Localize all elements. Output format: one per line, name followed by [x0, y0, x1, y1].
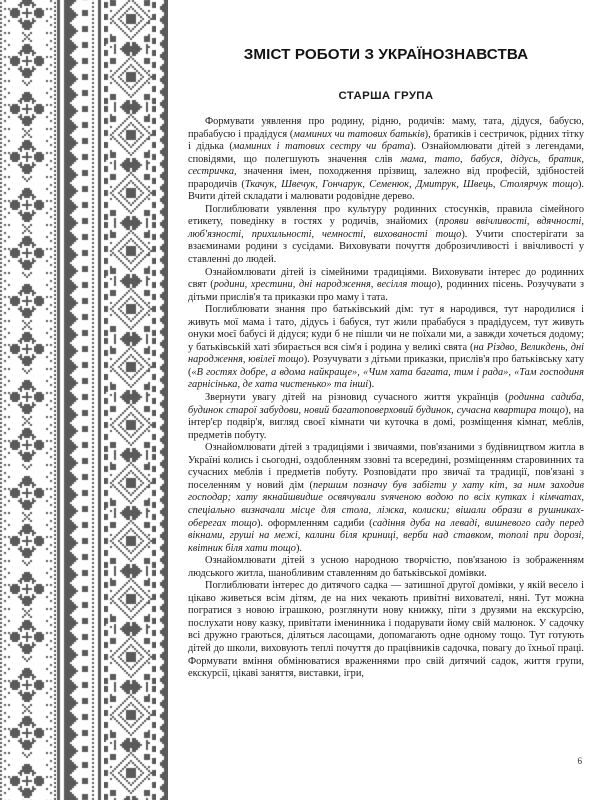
- page-title: ЗМІСТ РОБОТИ З УКРАЇНОЗНАВСТВА: [243, 46, 529, 63]
- paragraph: Ознайомлювати дітей з традиціями і звичаями, пов'язаними з будівництвом житла в Україні колись і сьогодні, оздобленням ззовні та всередині, розміщенням старовинних та сучасних меблів і предметів побуту. Розповідати про звичаї та традиції, пов'язані з поселенням у новий дім (першим позначу був забігти у хату кіт, за ним заходив господар; хату якнайшвидше освячували svяченою водою по всіх кутках і кімчатах, спеціально визначали місце для стола, ліжка, колиски; вішали образи в рушниках-оберегах тощо). оформленням садиби (садіння дуба на леваді, вишневого саду перед вікнами, груші на межі, калини біля криниці, верби над ставком, тополі при дорозі, квітник біля хати тощо).: [188, 442, 584, 554]
- rhombus-star-band: [104, 0, 156, 800]
- floral-cross-band: [0, 0, 56, 800]
- paragraph: Формувати уявлення про родину, рідню, родичів: маму, тата, дідуся, бабусю, прабабусю і прадідуся (маминих чи татових батьків), братиків і сестричок, рідних тітку і дідька (маминих і татових сестру чи брата). Ознайомлювати дітей з легендами, сповідями, що полегшують значення слів мама, тато, бабуся, дідусь, братик, сестричка, значення імен, походження прізвищ, залежно від професій, здібностей прародичів (Ткачук, Швечук, Гончарук, Семенюк, Дмитрук, Швець, Столярчук тощо). Вчити дітей складати і малювати родовідне дерево.: [188, 116, 584, 203]
- ukrainian-embroidery-border: [0, 0, 168, 800]
- page-number: 6: [577, 756, 582, 766]
- paragraph: Звернути увагу дітей на різновид сучасного життя українців (родинна садиба, будинок старої забудови, новий багатоповерховий будинок, сучасна квартира тощо), на інтер'єр подвір'я, вигляд своєї кімнати чи куточка в домі, розміщення кімнат, меблів, предметів побуту.: [188, 392, 584, 441]
- paragraph: Поглиблювати уявлення про культуру родинних стосунків, правила сімейного етикету, поведінку в гостях у родичів, знайомих (прояви ввічливості, вдячності, люб'язності, прихильності, чемності, вихованості тощо). Учити спостерігати за взаєминами родини з сусідами. Виховувати почуття доброзичливості і ввічливості у ставленні до людей.: [188, 203, 584, 266]
- paragraph: Поглиблювати знання про батьківський дім: тут я народився, тут народилися і живуть мої мама і тато, дідусь і бабуся, тут жили прабабуся з прадідусем, тут живуть онуки моєї бабусі й дідуся; куди б не пішли чи не поїхали ми, а завжди хочеться додому; у батьківській хаті збирається вся сім'я і родина у великі свята (на Різдво, Великдень, дні народження, ювілеї тощо). Розучувати з дітьми приказки, прислів'я про батьківську хату («В гостях добре, а вдома найкраще», «Чим хата багата, тим і рада», «Там господиня гарнісінька, де хата чистенько» та інші).: [188, 304, 585, 391]
- section-subtitle: СТАРША ГРУПА: [338, 90, 434, 102]
- sawtooth-edge-band: [156, 0, 168, 800]
- thin-rule-band-2: [96, 0, 104, 800]
- step-meander-band: [62, 0, 96, 800]
- paragraph: Ознайомлювати дітей із сімейними традиціями. Виховувати інтерес до родинних свят (родини, хрестини, дні народження, весілля тощо), родинних пісень. Розучувати з дітьми прислів'я та приказки про маму і тата.: [188, 266, 584, 303]
- paragraph: Ознайомлювати дітей з усною народною творчістю, пов'язаною із зображенням людського житла, шанобливим ставленням до батьківської домівки.: [188, 555, 584, 579]
- paragraph: Поглиблювати інтерес до дитячого садка — затишної другої домівки, у якій весело і цікаво живеться всім дітям, де на них чекають привітні вихователі, няні. Тут можна погратися з новою іграшкою, розглянути нову книжку, піти з друзями на екскурсію, послухати нову казку, привітати іменинника і подарувати йому свій малюнок. У садочку всі дружно граються, діляться ласощами, допомагають одне одному тощо. Тут готують дітей до школи, виховують теплі почуття до працівників садочка, повагу до їхньої праці. Формувати вміння обмінюватися враженнями про свій дитячий садок, життя групи, екскурсії, цікаві заняття, виставки, ігри,: [188, 580, 584, 680]
- text-column: [188, 0, 584, 800]
- body-text: [188, 116, 584, 681]
